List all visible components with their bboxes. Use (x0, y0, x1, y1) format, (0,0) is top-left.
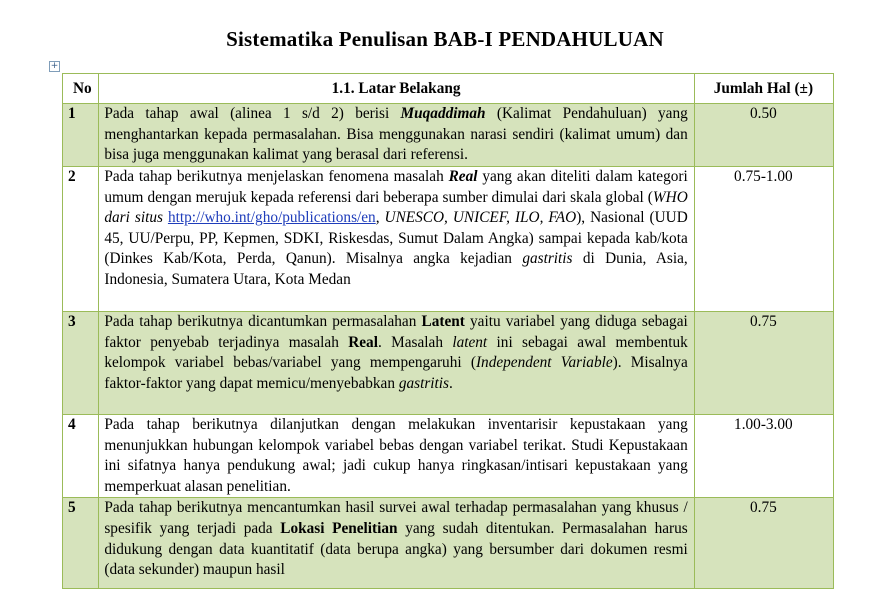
row-number: 1 (63, 104, 99, 167)
text-italic: WHO dari situs (104, 188, 688, 227)
text-italic: latent (452, 333, 488, 351)
row-pages: 1.00-3.00 (694, 415, 833, 498)
text-segment: Pada tahap berikutnya menjelaskan fenomena masalah (104, 168, 449, 185)
row-description (99, 312, 694, 415)
text-segment: . (448, 374, 453, 392)
row-number: 4 (63, 415, 99, 498)
text-bold: Latent (421, 313, 465, 330)
header-no: No (63, 74, 99, 104)
move-handle-icon[interactable]: + (50, 61, 59, 71)
row-description (99, 104, 694, 167)
table-row (63, 415, 834, 498)
text-bold: Lokasi Penelitian (280, 519, 398, 537)
header-pages: Jumlah Hal (±) (694, 74, 833, 104)
text-segment: yaitu variabel yang diduga sebagai faktor penyebab terjadinya masalah (104, 313, 688, 351)
table-row (63, 104, 834, 167)
text-italic: gastritis (398, 374, 449, 392)
row-description (99, 498, 694, 589)
row-description (99, 167, 694, 312)
row-number: 3 (63, 312, 99, 415)
document-title: Sistematika Penulisan BAB-I PENDAHULUAN (226, 27, 664, 51)
text-segment: . Masalah (377, 333, 453, 351)
row-description: Pada tahap berikutnya dilanjutkan dengan melakukan inventarisir kepustakaan yang menunjukkan hubungan kelompok variabel bebas dengan variabel terikat. Studi Kepustakaan ini sifatnya hanya pendukung awal; jadi cukup hanya ringkasan/intisari kepustakaan yang memperkuat alasan penelitian. (99, 415, 694, 498)
row-number: 5 (63, 498, 99, 589)
text-segment: ini sebagai awal membentuk kelompok variabel bebas/variabel yang mempengaruhi ( (104, 333, 688, 372)
text-segment: yang akan diteliti dalam kategori umum dengan merujuk kepada referensi dari beberapa sumber dimulai dari skala global ( (104, 168, 688, 206)
table-row (63, 167, 834, 312)
text-segment: ). Misalnya faktor-faktor yang dapat memicu/menyebabkan (104, 354, 688, 392)
table-row (63, 312, 834, 415)
row-pages: 0.75-1.00 (694, 167, 833, 312)
text-italic: gastritis (522, 250, 573, 268)
text-bold: Real (348, 333, 378, 351)
text-emphasis: Muqaddimah (400, 105, 486, 122)
row-pages: 0.75 (694, 312, 833, 415)
who-link[interactable]: http://who.int/gho/publications/en (167, 209, 376, 227)
text-segment: Pada tahap berikutnya dicantumkan permasalahan (104, 313, 422, 330)
text-segment: ), Nasional (UUD 45, UU/Perpu, PP, Kepmen, SDKI, Riskesdas, Sumut Dalam Angka) sampai kepada kab/kota (Dinkes Kab/Kota, Perda, Qanun). Misalnya angka kejadian (104, 209, 688, 268)
text-segment: di Dunia, Asia, Indonesia, Sumatera Utara, Kota Medan (104, 250, 688, 288)
text-segment: (Kalimat Pendahuluan) yang menghantarkan kepada permasalahan. Bisa menggunakan narasi sendiri (kalimat umum) dan bisa juga menggunakan kalimat yang berasal dari referensi. (104, 105, 688, 164)
text-emphasis: Real (448, 168, 478, 185)
text-segment: Pada tahap awal (alinea 1 s/d 2) berisi (104, 105, 401, 122)
header-section: 1.1. Latar Belakang (99, 74, 694, 104)
text-italic: , UNESCO, UNICEF, ILO, FAO (375, 209, 577, 227)
row-pages: 0.50 (694, 104, 833, 167)
outline-table (62, 73, 834, 589)
text-italic: Independent Variable (475, 354, 613, 372)
text-segment: Pada tahap berikutnya mencantumkan hasil survei awal terhadap permasalahan yang khusus / spesifik yang terjadi pada (104, 499, 688, 537)
row-number: 2 (63, 167, 99, 312)
table-header-row (63, 74, 834, 104)
row-pages: 0.75 (694, 498, 833, 589)
text-segment: yang sudah ditentukan. Permasalahan harus didukung dengan data kuantitatif (data berupa angka) yang bersumber dari dokumen resmi (data sekunder) maupun hasil (104, 519, 688, 579)
table-row (63, 498, 834, 589)
